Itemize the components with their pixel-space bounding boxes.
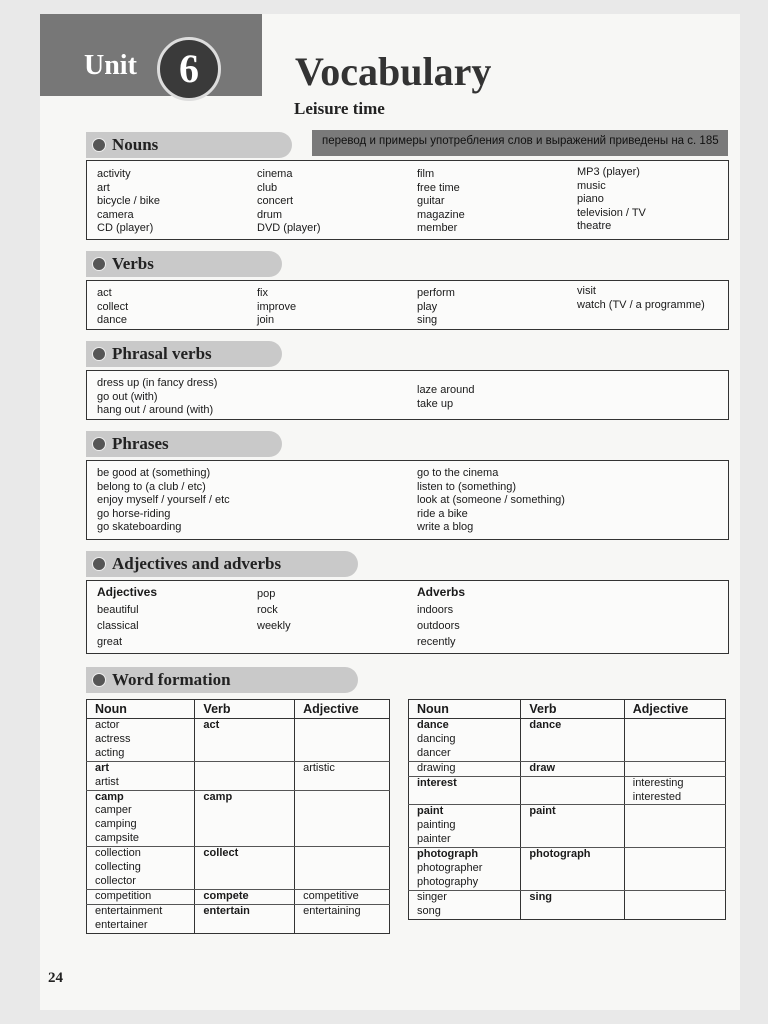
adjective-cell [295, 919, 390, 933]
noun-cell: dancer [409, 747, 521, 761]
vocab-word: recently [417, 636, 456, 648]
vocab-word: cinema [257, 168, 293, 180]
vocab-word: pop [257, 588, 276, 600]
noun-cell: drawing [409, 761, 521, 776]
adjective-cell [295, 747, 390, 761]
verb-cell [521, 833, 624, 847]
bullet-icon [92, 557, 106, 571]
vocab-word: drum [257, 208, 283, 221]
noun-cell: singer [409, 890, 521, 904]
vocab-word: join [257, 314, 275, 326]
phrasal-verbs-box [86, 370, 729, 420]
adjective-cell [624, 747, 725, 761]
vocab-word: MP3 (player) [577, 166, 640, 178]
vocab-word: great [97, 636, 123, 648]
column-header: Verb [521, 700, 624, 719]
verb-cell [521, 905, 624, 919]
verb-cell [195, 747, 295, 761]
table-row [87, 919, 390, 933]
phrases-column [417, 467, 565, 535]
noun-cell: song [409, 905, 521, 919]
table-row [87, 790, 390, 804]
verb-cell [521, 876, 624, 890]
vocab-word: music [577, 179, 606, 192]
table-row [409, 862, 726, 876]
verb-cell: dance [521, 719, 624, 733]
adjective-cell [295, 776, 390, 790]
noun-cell: photographer [409, 862, 521, 876]
vocab-word: go horse-riding [97, 507, 171, 520]
vocab-word: dress up (in fancy dress) [97, 377, 218, 389]
adjective-cell [295, 818, 390, 832]
adjective-cell [624, 761, 725, 776]
verb-cell: act [195, 719, 295, 733]
vocab-word: write a blog [417, 521, 474, 533]
noun-cell: interest [409, 776, 521, 790]
verbs-box [86, 280, 729, 330]
adjective-cell [295, 832, 390, 846]
adjective-cell [624, 719, 725, 733]
verbs-column [577, 285, 705, 312]
verb-cell: entertain [195, 904, 295, 918]
table-row [87, 861, 390, 875]
noun-cell: entertainer [87, 919, 195, 933]
noun-cell: art [87, 761, 195, 775]
adjective-cell [295, 790, 390, 804]
verb-cell [521, 791, 624, 805]
page-title: Vocabulary [295, 49, 492, 94]
nouns-column [417, 168, 465, 236]
verb-cell: compete [195, 889, 295, 904]
bullet-icon [92, 138, 106, 152]
table-row [87, 904, 390, 918]
adjective-cell: interested [624, 791, 725, 805]
nouns-column [577, 166, 646, 234]
section-heading-verbs: Verbs [86, 251, 282, 277]
table-row [87, 719, 390, 733]
unit-number-badge: 6 [157, 37, 221, 101]
adjective-cell [624, 890, 725, 904]
adverbs-column [417, 602, 460, 650]
adjective-cell [624, 905, 725, 919]
adjective-cell [624, 833, 725, 847]
vocab-word: sing [417, 314, 438, 326]
vocab-word: dance [97, 314, 127, 326]
verb-cell [195, 919, 295, 933]
vocab-word: club [257, 181, 278, 194]
vocab-word: enjoy myself / yourself / etc [97, 494, 230, 506]
adjective-cell [295, 875, 390, 889]
verb-cell: photograph [521, 848, 624, 862]
verb-cell [195, 804, 295, 818]
noun-cell: camp [87, 790, 195, 804]
adjective-cell: interesting [624, 776, 725, 790]
table-row [87, 804, 390, 818]
word-formation-table-left [86, 699, 390, 934]
phrasal-column [417, 384, 475, 411]
noun-cell: actor [87, 719, 195, 733]
vocab-word: magazine [417, 208, 465, 221]
vocab-word: piano [577, 193, 604, 205]
adjective-cell [624, 805, 725, 819]
verb-cell [521, 819, 624, 833]
adjective-cell: competitive [295, 889, 390, 904]
word-formation-table-right [408, 699, 726, 920]
adjectives-label: Adjectives [97, 585, 158, 599]
table-row [409, 848, 726, 862]
vocab-word: film [417, 168, 435, 180]
vocab-word: perform [417, 287, 455, 299]
vocab-word: go to the cinema [417, 467, 499, 479]
section-heading-adjectives-adverbs: Adjectives and adverbs [86, 551, 358, 577]
adjective-cell [624, 733, 725, 747]
noun-cell: acting [87, 747, 195, 761]
vocab-word: beautiful [97, 604, 139, 616]
unit-label: Unit [84, 50, 137, 81]
bullet-icon [92, 437, 106, 451]
table-row [87, 875, 390, 889]
table-row [409, 819, 726, 833]
table-row [87, 747, 390, 761]
column-header: Adjective [624, 700, 725, 719]
table-row [409, 805, 726, 819]
page-number: 24 [48, 970, 63, 986]
verb-cell [195, 733, 295, 747]
verbs-column [257, 287, 296, 328]
section-heading-phrasal-verbs: Phrasal verbs [86, 341, 282, 367]
vocab-word: CD (player) [97, 222, 154, 234]
table-row [87, 818, 390, 832]
bullet-icon [92, 257, 106, 271]
nouns-box [86, 160, 729, 240]
phrases-box [86, 460, 729, 540]
verb-cell [521, 747, 624, 761]
table-row [87, 832, 390, 846]
vocab-word: outdoors [417, 620, 460, 632]
verb-cell [195, 818, 295, 832]
adverbs-label: Adverbs [417, 585, 466, 599]
vocab-word: look at (someone / something) [417, 494, 565, 506]
verb-cell: collect [195, 847, 295, 861]
vocab-word: play [417, 300, 438, 313]
vocab-word: listen to (something) [417, 480, 517, 493]
adjective-cell: entertaining [295, 904, 390, 918]
vocab-word: fix [257, 287, 268, 299]
table-row [87, 889, 390, 904]
section-heading-phrases: Phrases [86, 431, 282, 457]
vocab-word: concert [257, 195, 294, 207]
adjective-cell [624, 862, 725, 876]
adjective-cell [295, 847, 390, 861]
verb-cell: camp [195, 790, 295, 804]
vocab-word: camera [97, 208, 134, 221]
noun-cell: camper [87, 804, 195, 818]
vocab-word: activity [97, 168, 131, 180]
noun-cell: paint [409, 805, 521, 819]
column-header: Adjective [295, 700, 390, 719]
phrasal-column [97, 377, 217, 418]
noun-cell: painter [409, 833, 521, 847]
vocab-word: free time [417, 181, 460, 194]
vocab-word: watch (TV / a programme) [577, 298, 705, 311]
vocab-word: television / TV [577, 206, 646, 219]
verb-cell: draw [521, 761, 624, 776]
vocab-word: DVD (player) [257, 222, 321, 234]
column-header: Noun [409, 700, 521, 719]
verb-cell [195, 776, 295, 790]
column-header: Verb [195, 700, 295, 719]
table-row [409, 791, 726, 805]
nouns-column [257, 168, 321, 236]
nouns-column [97, 168, 160, 236]
adjective-cell [295, 733, 390, 747]
adjective-cell [295, 804, 390, 818]
verb-cell [195, 875, 295, 889]
vocab-word: classical [97, 620, 139, 632]
adjectives-column [97, 602, 139, 650]
table-row [87, 776, 390, 790]
vocab-word: rock [257, 604, 278, 616]
noun-cell: dancing [409, 733, 521, 747]
verb-cell: paint [521, 805, 624, 819]
table-row [409, 890, 726, 904]
noun-cell: campsite [87, 832, 195, 846]
vocab-word: weekly [257, 620, 291, 632]
verb-cell [521, 733, 624, 747]
adjective-cell [295, 719, 390, 733]
verb-cell: sing [521, 890, 624, 904]
table-row [409, 761, 726, 776]
vocab-word: guitar [417, 195, 445, 207]
vocab-word: hang out / around (with) [97, 404, 214, 416]
bullet-icon [92, 673, 106, 687]
vocab-word: go out (with) [97, 390, 158, 403]
adjective-cell [624, 819, 725, 833]
vocab-word: improve [257, 300, 297, 313]
table-row [409, 719, 726, 733]
table-row [409, 905, 726, 919]
verb-cell [521, 776, 624, 790]
noun-cell: collecting [87, 861, 195, 875]
noun-cell: collector [87, 875, 195, 889]
bullet-icon [92, 347, 106, 361]
phrases-column [97, 467, 230, 535]
vocab-word: go skateboarding [97, 521, 182, 533]
verb-cell [521, 862, 624, 876]
table-row [87, 761, 390, 775]
verb-cell [195, 832, 295, 846]
adjective-cell [295, 861, 390, 875]
adjective-cell [624, 848, 725, 862]
noun-cell: entertainment [87, 904, 195, 918]
vocab-word: art [97, 181, 110, 194]
vocab-word: collect [97, 300, 129, 313]
vocab-word: visit [577, 285, 596, 297]
table-row [409, 747, 726, 761]
verbs-column [97, 287, 128, 328]
noun-cell: actress [87, 733, 195, 747]
section-heading-nouns: Nouns [86, 132, 292, 158]
table-row [409, 733, 726, 747]
noun-cell: camping [87, 818, 195, 832]
table-row [409, 876, 726, 890]
noun-cell: painting [409, 819, 521, 833]
noun-cell: competition [87, 889, 195, 904]
vocab-word: laze around [417, 384, 475, 396]
adjectives-adverbs-box [86, 580, 729, 654]
column-header: Noun [87, 700, 195, 719]
vocab-word: be good at (something) [97, 467, 211, 479]
adjective-cell [624, 876, 725, 890]
verb-cell [195, 761, 295, 775]
adjectives-column [257, 586, 291, 634]
noun-cell: photograph [409, 848, 521, 862]
vocab-word: theatre [577, 220, 612, 232]
table-row [409, 776, 726, 790]
unit-band [40, 14, 262, 96]
table-row [87, 847, 390, 861]
translation-note: перевод и примеры употребления слов и выражений приведены на с. 185 [322, 135, 719, 147]
table-row [409, 833, 726, 847]
verbs-column [417, 287, 455, 328]
table-row [87, 733, 390, 747]
vocab-word: act [97, 287, 112, 299]
vocab-word: take up [417, 397, 454, 410]
vocab-word: ride a bike [417, 507, 468, 520]
page-subtitle: Leisure time [294, 99, 385, 118]
noun-cell [409, 791, 521, 805]
vocab-word: indoors [417, 604, 454, 616]
verb-cell [195, 861, 295, 875]
section-heading-word-formation: Word formation [86, 667, 358, 693]
vocab-word: belong to (a club / etc) [97, 480, 206, 493]
adjective-cell: artistic [295, 761, 390, 775]
noun-cell: dance [409, 719, 521, 733]
noun-cell: collection [87, 847, 195, 861]
vocab-word: bicycle / bike [97, 195, 160, 207]
vocab-word: member [417, 222, 458, 234]
noun-cell: photography [409, 876, 521, 890]
noun-cell: artist [87, 776, 195, 790]
